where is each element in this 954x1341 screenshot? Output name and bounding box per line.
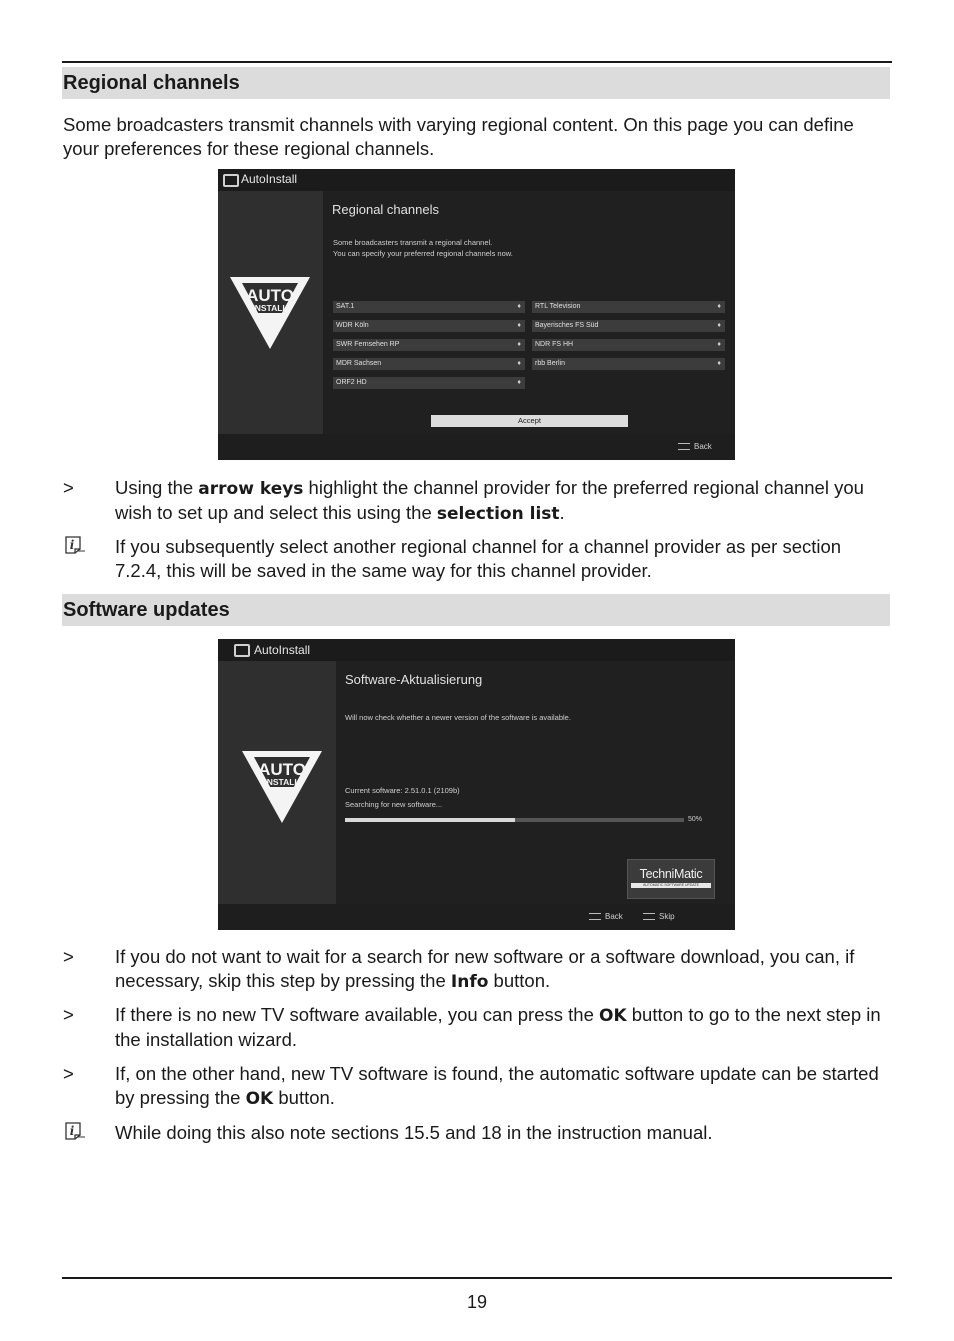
- brand-name: TechniMatic: [639, 867, 703, 881]
- tv-title-bar: [218, 639, 735, 661]
- screen-desc-1: Some broadcasters transmit a regional channel.: [333, 238, 493, 247]
- skip-key-icon: [643, 913, 655, 920]
- tv-window-title: AutoInstall: [241, 172, 298, 186]
- tv-content: [336, 661, 735, 904]
- current-software: Current software: 2.51.0.1 (2109b): [345, 786, 460, 795]
- svg-text:i: i: [69, 538, 75, 552]
- section-title: Software updates: [63, 599, 230, 621]
- bullet-marker: >: [63, 1004, 74, 1025]
- top-rule: [62, 61, 892, 63]
- bullet-marker: >: [63, 946, 74, 967]
- keyword-info: Info: [450, 972, 489, 992]
- back-key-icon: [678, 443, 690, 450]
- searching-status: Searching for new software...: [345, 800, 443, 809]
- progress-bar: [345, 818, 684, 822]
- bullet-marker: >: [63, 1063, 74, 1084]
- note-regional: [63, 535, 888, 583]
- back-hint[interactable]: Back: [678, 442, 712, 451]
- screenshot-regional-channels: [218, 169, 735, 460]
- section-title: Regional channels: [63, 72, 240, 94]
- info-note-icon: [63, 1121, 85, 1141]
- technimatic-badge: [627, 859, 715, 899]
- back-key-icon: [589, 913, 601, 920]
- intro-paragraph: Some broadcasters transmit channels with varying regional content. On this page you can define your preferences for these regional channels.: [63, 114, 854, 159]
- keyword-selection-list: selection list: [436, 504, 560, 524]
- bullet-arrow-keys: > Using the arrow keys highlight the channel provider for the preferred regional channel you wish to set up and select this using the selection list.: [63, 477, 864, 524]
- auto-install-logo: [228, 273, 312, 351]
- regional-select-left-2[interactable]: WDR Köln ♦: [333, 320, 525, 332]
- regional-select-right-3[interactable]: NDR FS HH ♦: [532, 339, 725, 351]
- progress-fill: [345, 818, 515, 822]
- tv-bottom-bar: [218, 904, 735, 930]
- bullet-marker: >: [63, 477, 74, 498]
- back-hint[interactable]: Back: [589, 912, 623, 921]
- regional-select-right-1[interactable]: RTL Television ♦: [532, 301, 725, 313]
- tv-sidebar: [218, 661, 336, 904]
- screen-desc: Will now check whether a newer version of the software is available.: [345, 713, 571, 722]
- screen-desc-2: You can specify your preferred regional channels now.: [333, 249, 513, 258]
- bottom-rule: [62, 1277, 892, 1279]
- logo-install-text: INSTALL: [252, 303, 288, 313]
- svg-text:i: i: [69, 1124, 75, 1138]
- regional-select-right-4[interactable]: rbb Berlin ♦: [532, 358, 725, 370]
- skip-hint[interactable]: Skip: [643, 912, 675, 921]
- screen-title: Regional channels: [332, 202, 439, 217]
- tv-sidebar: [218, 191, 323, 434]
- section-heading-software: [62, 594, 890, 626]
- bullet-ok-update: > If, on the other hand, new TV software is found, the automatic software update can be started by pressing the OK button.: [63, 1063, 879, 1109]
- section-heading-regional: [62, 67, 890, 99]
- tv-icon: [234, 644, 250, 657]
- progress-label: 50%: [688, 816, 703, 823]
- bullet-skip: > If you do not want to wait for a search for new software or a software download, you can, if necessary, skip this step by pressing the Info button.: [63, 946, 855, 992]
- regional-select-left-3[interactable]: SWR Fernsehen RP ♦: [333, 339, 525, 351]
- note-text: While doing this also note sections 15.5 and 18 in the instruction manual.: [115, 1122, 713, 1143]
- auto-install-logo: [240, 747, 324, 825]
- regional-select-left-1[interactable]: SAT.1 ♦: [333, 301, 525, 313]
- tv-bottom-bar: [218, 434, 735, 460]
- brand-tagline: AUTOMATIC SOFTWARE UPDATE: [631, 883, 711, 888]
- keyword-ok: OK: [599, 1006, 627, 1026]
- note-sections: [63, 1121, 888, 1145]
- tv-icon: [223, 174, 239, 187]
- accept-button[interactable]: Accept: [431, 415, 628, 427]
- regional-select-left-5[interactable]: ORF2 HD ♦: [333, 377, 525, 389]
- regional-select-right-2[interactable]: Bayerisches FS Süd ♦: [532, 320, 725, 332]
- regional-select-left-4[interactable]: MDR Sachsen ♦: [333, 358, 525, 370]
- logo-install-text: INSTALL: [264, 777, 300, 787]
- screenshot-software-update: [218, 639, 735, 930]
- screen-title: Software-Aktualisierung: [345, 672, 483, 687]
- tv-title-bar: [218, 169, 735, 191]
- keyword-arrow-keys: arrow keys: [198, 479, 304, 499]
- info-note-icon: [63, 535, 85, 555]
- tv-window-title: AutoInstall: [254, 643, 311, 657]
- logo-auto-text: AUTO: [246, 286, 294, 305]
- tv-content: [323, 191, 735, 434]
- logo-auto-text: AUTO: [258, 760, 306, 779]
- keyword-ok: OK: [245, 1089, 274, 1109]
- page-number: 19: [466, 1292, 488, 1312]
- bullet-ok-next: > If there is no new TV software available, you can press the OK button to go to the next step in the installation wizard.: [63, 1004, 881, 1050]
- note-text: If you subsequently select another regional channel for a channel provider as per section 7.2.4, this will be saved in the same way for this channel provider.: [115, 536, 842, 581]
